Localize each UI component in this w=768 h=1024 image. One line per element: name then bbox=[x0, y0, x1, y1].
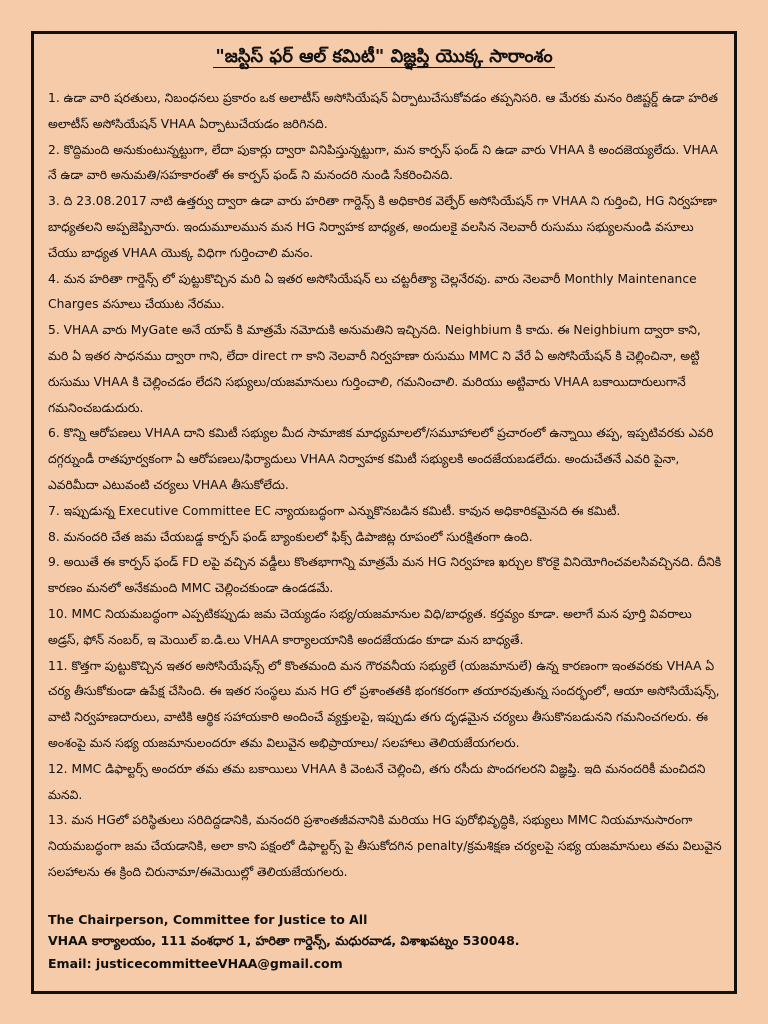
point-3: 3. ది 23.08.2017 నాటి ఉత్తర్వు ద్వారా ఉడా వారు హరితా గార్డెన్స్ కి అధికారిక వెల్ఫేర్ అసోసియేషన్ గా VHAA ని గుర్తించి, HG నిర్వహణా బాధ్యతలని అప్పజెప్పినారు. ఇందుమూలమున మన HG నిర్వాహక బాధ్యత, అందులకై వలసిన నెలవారీ రుసుము సభ్యులనుండి వసూలు చేయు బాధ్యత VHAA యొక్క విధిగా గుర్తించాలి మనం. bbox=[48, 194, 717, 260]
point-9: 9. అయితే ఈ కార్పస్ ఫండ్ FD లపై వచ్చిన వడ్డీలు కొంతభాగాన్ని మాత్రమే మన HG నిర్వహణ ఖర్చుల కొరకై వినియోగించవలసివచ్చినది. దీనికి కారణం మనలో అనేకమంది MMC చెల్లించకుండా ఉండడమే. bbox=[48, 555, 722, 596]
document-title-block bbox=[34, 44, 734, 70]
document-title: "జస్టిస్ ఫర్ ఆల్ కమిటీ" విజ్ఞప్తి యొక్క సారాంశం bbox=[215, 46, 553, 67]
point-2: 2. కొద్దిమంది అనుకుంటున్నట్టుగా, లేదా పుకార్లు ద్వారా వినిపిస్తున్నట్టుగా, మన కార్పస్ ఫండ్ ని ఉడా వారు VHAA కి అందజెయ్యలేదు. VHAA నే ఉడా వారి అనుమతి/సహకారంతో ఈ కార్పస్ ఫండ్ ని మనందరి నుండి సేకరించినది. bbox=[48, 142, 718, 183]
point-1: 1. ఉడా వారి షరతులు, నిబంధనలు ప్రకారం ఒక అలాటీస్ అసోసియేషన్ ఏర్పాటుచేసుకోవడం తప్పనిసరి. ఆ మేరకు మనం రిజిష్టర్డ్ ఉడా హరిత అలాటీస్ అసోసియేషన్ VHAA ఏర్పాటుచేయడం జరిగినది. bbox=[48, 91, 718, 131]
points-list bbox=[48, 86, 722, 886]
point-8: 8. మనందరి చేత జమ చేయబడ్డ కార్పస్ ఫండ్ బ్యాంకులలో ఫిక్స్ డిపాజిట్ల రూపంలో సురక్షితంగా ఉంది. bbox=[48, 529, 533, 544]
point-7: 7. ఇప్పుడున్న Executive Committee EC న్యాయబద్ధంగా ఎన్నుకొనబడిన కమిటీ. కావున అధికారికమైనది ఈ కమిటీ. bbox=[48, 503, 621, 518]
point-4: 4. మన హరితా గార్డెన్స్ లో పుట్టుకొచ్చిన మరి ఏ ఇతర అసోసియేషన్ లు చట్టరీత్యా చెల్లనేరవు. వారు నెలవారీ Monthly Maintenance Charges వసూలు చేయుట నేరము. bbox=[48, 271, 697, 312]
notice-document bbox=[31, 31, 737, 994]
point-6: 6. కొన్ని ఆరోపణలు VHAA దాని కమిటీ సభ్యుల మీద సామాజిక మాధ్యమాలలో/సమూహాలలో ప్రచారంలో ఉన్నాయి తప్ప, ఇప్పటివరకు ఎవరి దగ్గర్నుండీ రాతపూర్వకంగా ఏ ఆరోపణలు/ఫిర్యాదులు VHAA నిర్వాహక కమిటీ సభ్యులకి అందజేయబడలేదు. అందుచేతనే ఎవరి పైనా, ఎవరిమీదా ఎటువంటి చర్యలు VHAA తీసుకోలేదు. bbox=[48, 426, 714, 492]
point-11: 11. కొత్తగా పుట్టుకొచ్చిన ఇతర అసోసియేషన్స్ లో కొంతమంది మన గౌరవనీయ సభ్యులే (యజమానులే) ఉన్న కారణంగా ఇంతవరకు VHAA ఏ చర్య తీసుకోకుండా ఉపేక్ష చేసింది. ఈ ఇతర సంస్థలు మన HG లో ప్రశాంతతకి భంగకరంగా తయారవుతున్న సందర్భంలో, ఆయా అసోసియేషన్స్, వాటి నిర్వహణదారులు, వాటికి ఆర్థిక సహాయకారి అందించే వ్యక్తులపై, ఇప్పుడు తగు దృఢమైన చర్యలు తీసుకొనబడునని గమనించగలరు. ఈ అంశంపై మన సభ్య యజమానులందరూ తమ విలువైన అభిప్రాయాలు/ సలహాలు తెలియజేయగలరు. bbox=[48, 658, 720, 750]
address-line: VHAA కార్యాలయం, 111 వంశధార 1, హరితా గార్డెన్స్, మధురవాడ, విశాఖపట్నం 530048. bbox=[48, 932, 520, 948]
point-10: 10. MMC నియమబద్ధంగా ఎప్పటికప్పుడు జమ చెయ్యడం సభ్య/యజమానుల విధి/బాధ్యత. కర్తవ్యం కూడా. అలాగే మన పూర్తి వివరాలు అడ్రస్, ఫోన్ నంబర్, ఇ మెయిల్ ఐ.డి.లు VHAA కార్యాలయానికి అందజేయడం కూడా మన బాధ్యతే. bbox=[48, 606, 692, 647]
signatory-line: The Chairperson, Committee for Justice to All bbox=[48, 912, 368, 927]
point-12: 12. MMC డిఫాల్టర్స్ అందరూ తమ తమ బకాయిలు VHAA కి వెంటనే చెల్లించి, తగు రసీదు పొందగలరని విజ్ఞప్తి. ఇది మనందరికీ మంచిదని మనవి. bbox=[48, 761, 706, 802]
contact-footer bbox=[48, 910, 722, 975]
point-5: 5. VHAA వారు MyGate అనే యాప్ కి మాత్రమే నమోదుకి అనుమతిని ఇచ్చినది. Neighbium కి కాదు. ఈ Neighbium ద్వారా కాని, మరి ఏ ఇతర సాధనము ద్వారా గాని, లేదా direct గా కాని నెలవారీ నిర్వహణా రుసుము MMC ని వేరే ఏ అసోసియేషన్ కి చెల్లించినా, అట్టి రుసుము VHAA కి చెల్లించడం లేదని సభ్యులు/యజమానులు గుర్తించాలి, గమనించాలి. మరియు అట్టివారు VHAA బకాయిదారులుగానే గమనించబడుదురు. bbox=[48, 323, 701, 415]
email-line: Email: justicecommitteeVHAA@gmail.com bbox=[48, 956, 343, 971]
point-13: 13. మన HGలో పరిస్థితులు సరిదిద్దడానికి, మనందరి ప్రశాంతజీవనానికి మరియు HG పురోభివృద్ధికి, సభ్యులు MMC నియమానుసారంగా నియమబద్ధంగా జమ చేయడానికి, అలా కాని పక్షంలో డిఫాల్టర్స్ పై తీసుకోదగిన penalty/క్రమశిక్షణ చర్యలపై సభ్య యజమానులు తమ విలువైన సలహాలను ఈ క్రింది చిరునామా/ఈమెయిల్లో తెలియజేయగలరు. bbox=[48, 813, 722, 879]
